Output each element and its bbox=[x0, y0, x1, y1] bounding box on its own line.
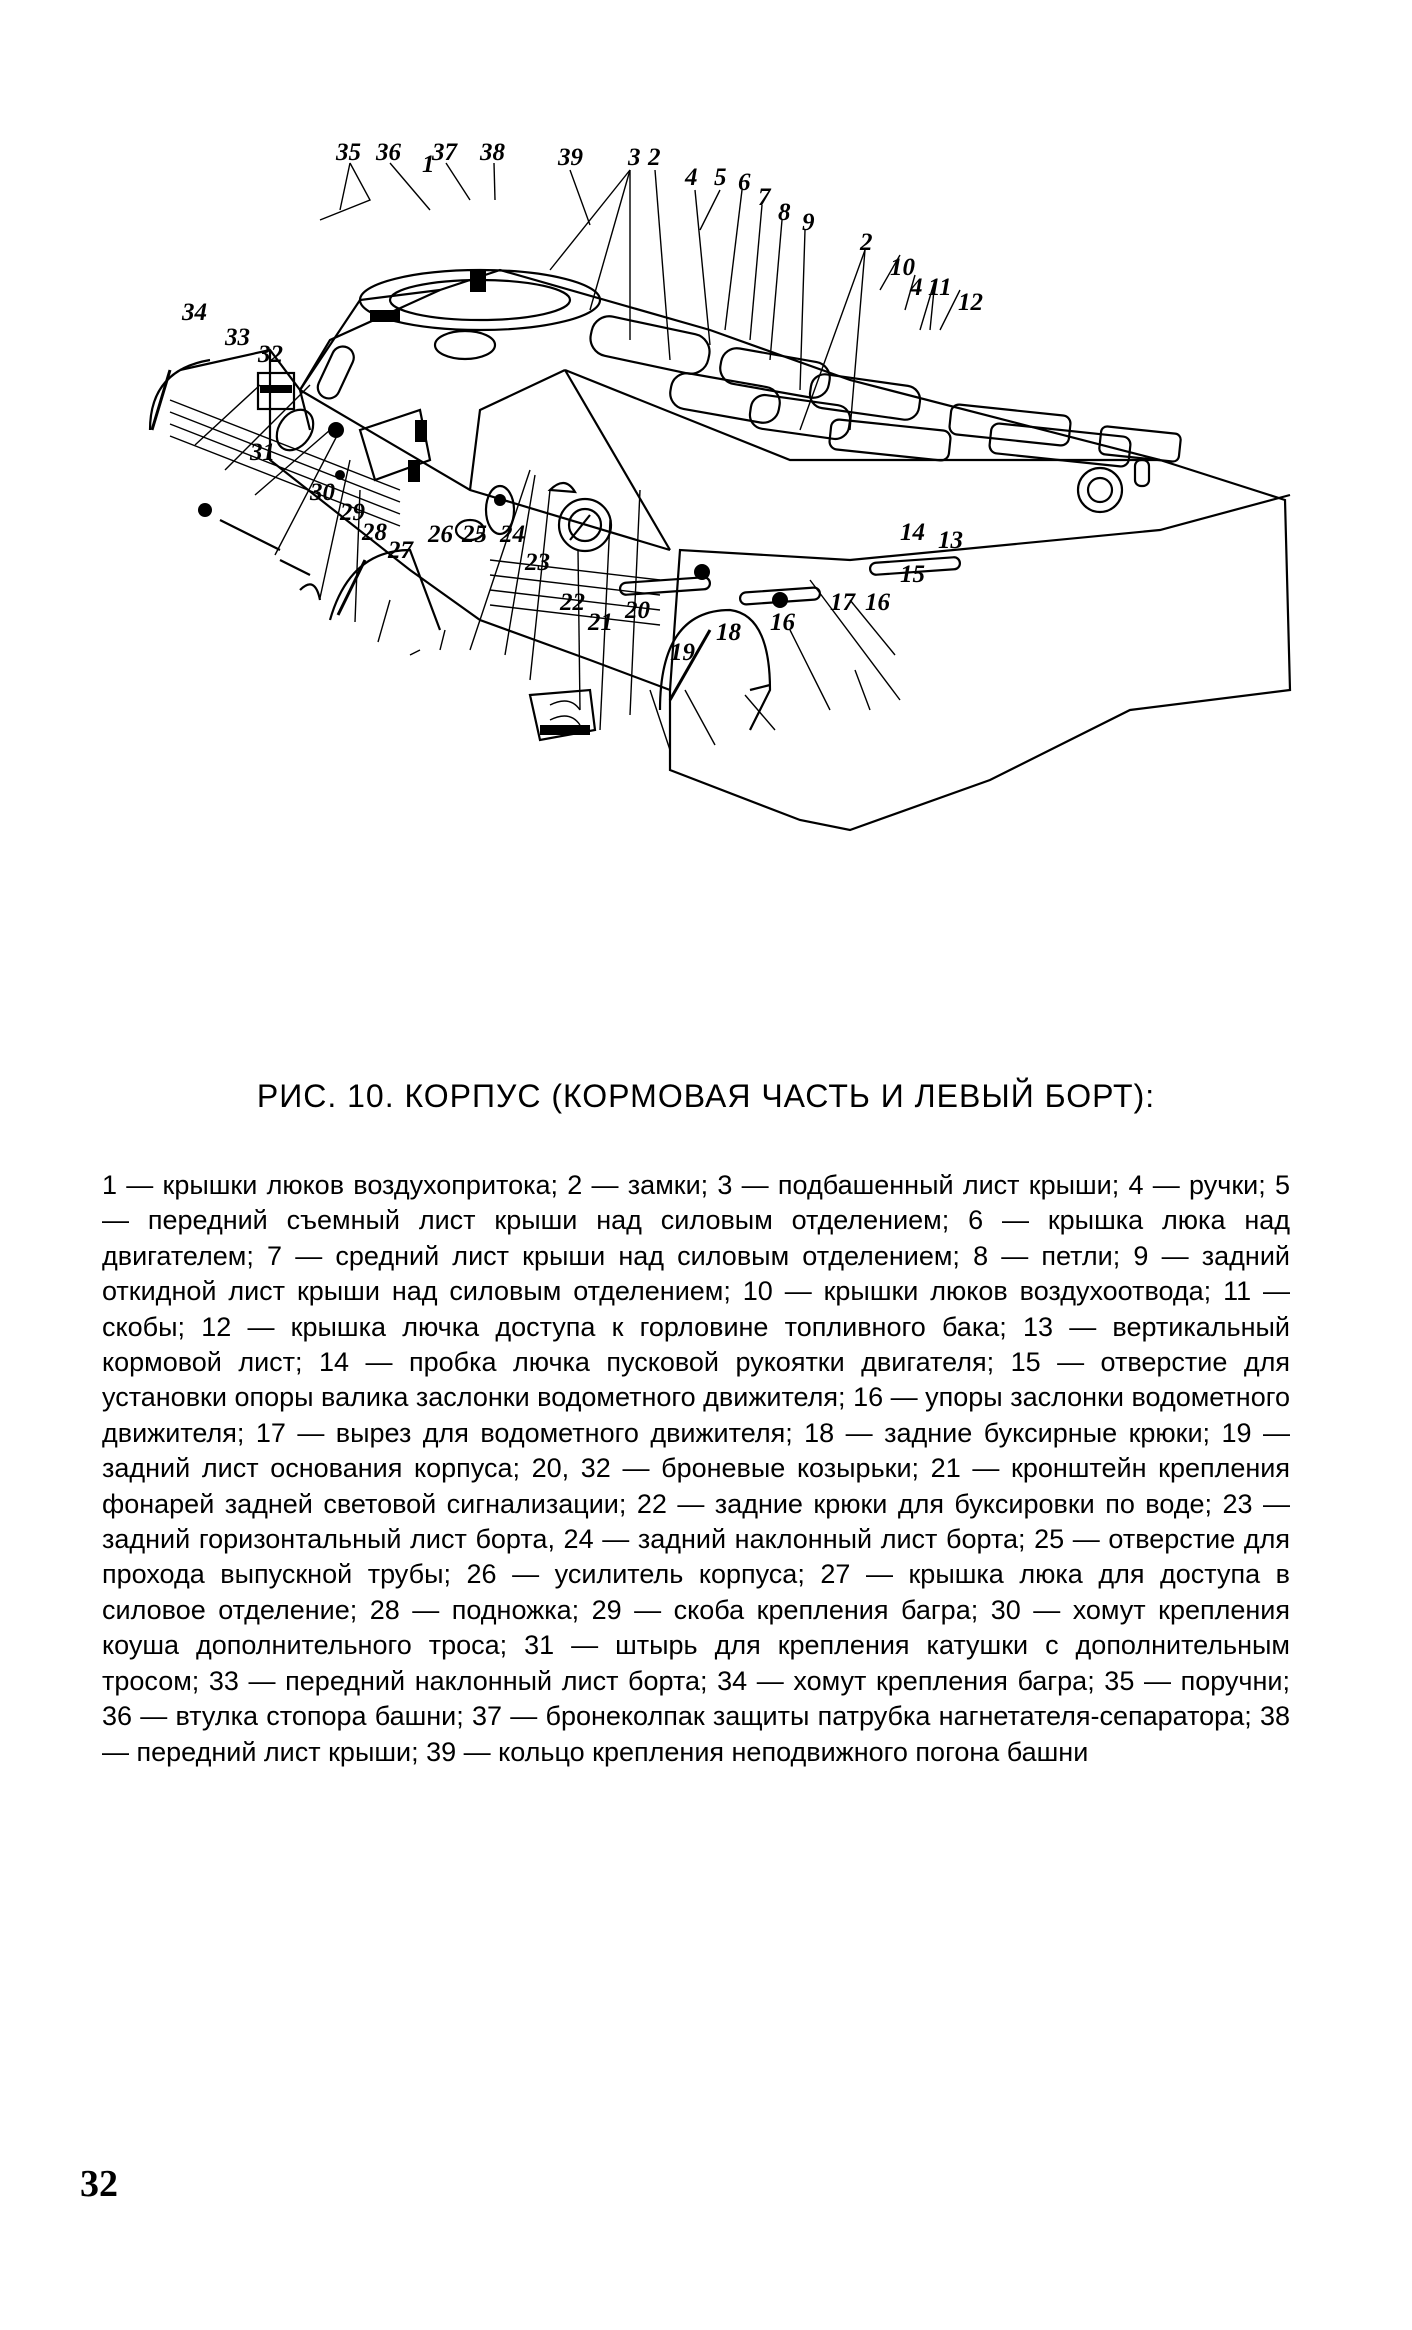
callout-16a: 16 bbox=[865, 589, 890, 616]
callout-30: 30 bbox=[310, 479, 335, 506]
callout-29: 29 bbox=[340, 499, 365, 526]
callout-1: 1 bbox=[422, 151, 435, 178]
figure-legend: 1 — крышки люков воздухопритока; 2 — замки; 3 — подбашенный лист крыши; 4 — ручки; 5 — передний съемный лист крыши над силовым отделением; 6 — крышка люка над двигателем; 7 — средний лист крыши над силовым отделением; 8 — петли; 9 — задний откидной лист крыши над силовым отделением; 10 — крышки люков воздухоотвода; 11 — скобы; 12 — крышка лючка доступа к горловине топливного бака; 13 — вертикальный кормовой лист; 14 — пробка лючка пусковой рукоятки двигателя; 15 — отверстие для установки опоры валика заслонки водометного движителя; 16 — упоры заслонки водометного движителя; 17 — вырез для водометного движителя; 18 — задние буксирные крюки; 19 — задний лист основания корпуса; 20, 32 — броневые козырьки; 21 — кронштейн крепления фонарей задней световой сигнализации; 22 — задние крюки для буксировки по воде; 23 — задний горизонтальный лист борта, 24 — задний наклонный лист борта; 25 — отверстие для прохода выпускной трубы; 26 — усилитель корпуса; 27 — крышка люка для доступа в силовое отделение; 28 — подножка; 29 — скоба крепления багра; 30 — хомут крепления коуша дополнительного троса; 31 — штырь для крепления катушки с дополнительным тросом; 33 — передний наклонный лист борта; 34 — хомут крепления багра; 35 — поручни; 36 — втулка стопора башни; 37 — бронеколпак защиты патрубка нагнетателя-сепаратора; 38 — передний лист крыши; 39 — кольцо крепления неподвижного погона башни bbox=[102, 1170, 1290, 1767]
callout-26: 26 bbox=[428, 521, 453, 548]
callout-20: 20 bbox=[625, 597, 650, 624]
hull-figure bbox=[110, 130, 1350, 990]
page-number: 32 bbox=[80, 2163, 118, 2205]
turret-ring bbox=[360, 270, 600, 359]
rear-plate-details bbox=[490, 460, 1149, 740]
callout-4b: 4 bbox=[910, 274, 923, 301]
callout-2a: 2 bbox=[648, 144, 661, 171]
leader-lines bbox=[195, 163, 960, 750]
callout-28: 28 bbox=[362, 519, 387, 546]
callout-34: 34 bbox=[182, 299, 207, 326]
callout-35: 35 bbox=[336, 139, 361, 166]
callout-38: 38 bbox=[480, 139, 505, 166]
callout-17: 17 bbox=[830, 589, 855, 616]
roof-hatches bbox=[587, 313, 1181, 467]
side-details bbox=[150, 343, 575, 630]
callout-21: 21 bbox=[588, 609, 613, 636]
callout-6: 6 bbox=[738, 169, 751, 196]
callout-labels bbox=[181, 139, 983, 666]
callout-8: 8 bbox=[778, 199, 791, 226]
callout-36: 36 bbox=[376, 139, 401, 166]
callout-25: 25 bbox=[462, 521, 487, 548]
callout-12: 12 bbox=[958, 289, 983, 316]
callout-7: 7 bbox=[758, 184, 771, 211]
callout-2b: 2 bbox=[860, 229, 873, 256]
callout-16b: 16 bbox=[770, 609, 795, 636]
armored-hull-drawing bbox=[110, 130, 1350, 990]
callout-18: 18 bbox=[716, 619, 741, 646]
callout-32: 32 bbox=[258, 341, 283, 368]
callout-9: 9 bbox=[802, 209, 815, 236]
callout-33: 33 bbox=[225, 324, 250, 351]
callout-13: 13 bbox=[938, 527, 963, 554]
callout-22: 22 bbox=[560, 589, 585, 616]
callout-19: 19 bbox=[670, 639, 695, 666]
callout-3: 3 bbox=[628, 144, 641, 171]
callout-23: 23 bbox=[525, 549, 550, 576]
callout-5: 5 bbox=[714, 164, 727, 191]
callout-27: 27 bbox=[388, 537, 413, 564]
callout-4a: 4 bbox=[685, 164, 698, 191]
callout-31: 31 bbox=[250, 439, 275, 466]
callout-39: 39 bbox=[558, 144, 583, 171]
callout-15: 15 bbox=[900, 561, 925, 588]
figure-caption: РИС. 10. КОРПУС (КОРМОВАЯ ЧАСТЬ И ЛЕВЫЙ БОРТ): bbox=[256, 1078, 1156, 1114]
callout-37: 37 bbox=[432, 139, 457, 166]
callout-10: 10 bbox=[890, 254, 915, 281]
hull-body bbox=[180, 270, 1290, 830]
callout-14: 14 bbox=[900, 519, 925, 546]
callout-11: 11 bbox=[928, 274, 952, 301]
callout-24: 24 bbox=[500, 521, 525, 548]
